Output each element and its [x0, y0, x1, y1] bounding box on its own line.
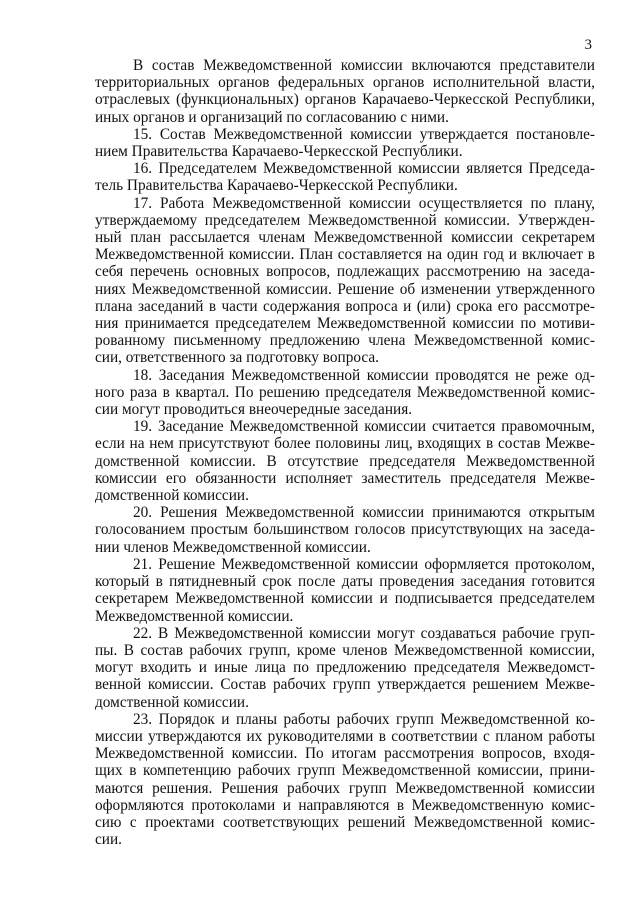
paragraph-p17 — [95, 195, 595, 367]
text-line: 18. Заседания Межведомственной комиссии проводятся не реже од- — [133, 366, 595, 384]
paragraph-p21 — [95, 556, 595, 625]
text-line: сию с проектами соответствующих решений Межведомственной комис- — [95, 813, 595, 831]
text-line: территориальных органов федеральных органов исполнительной власти, — [95, 74, 595, 92]
text-line: который в пятидневный срок после даты проведения заседания готовится — [95, 573, 595, 591]
text-line: миссии утверждаются их руководителями в соответствии с планом работы — [95, 727, 595, 745]
text-line: секретарем Межведомственной комиссии и подписывается председателем — [95, 590, 595, 608]
text-line: 17. Работа Межведомственной комиссии осуществляется по плану, — [133, 194, 595, 212]
text-line: голосованием простым большинством голосов присутствующих на заседа- — [95, 521, 595, 539]
text-line: 19. Заседание Межведомственной комиссии считается правомочным, — [133, 418, 595, 436]
text-line: домственной комиссии. — [95, 693, 249, 711]
paragraph-p18 — [95, 367, 595, 419]
text-line: 15. Состав Межведомственной комиссии утверждается постановле- — [133, 125, 595, 143]
text-line: сии могут проводиться внеочередные заседания. — [95, 401, 413, 419]
text-line: ный план рассылается членам Межведомственной комиссии секретарем — [95, 229, 595, 247]
paragraph-p22 — [95, 625, 595, 711]
text-line: отраслевых (функциональных) органов Карачаево-Черкесской Республики, — [95, 91, 595, 109]
text-line: ниях Межведомственной комиссии. Решение об изменении утвержденного — [95, 280, 595, 298]
text-line: 20. Решения Межведомственной комиссии принимаются открытым — [133, 504, 595, 522]
text-line: утверждаемому председателем Межведомственной комиссии. Утвержден- — [95, 211, 595, 229]
text-line: 21. Решение Межведомственной комиссии оформляется протоколом, — [133, 555, 595, 573]
text-line: сии. — [95, 831, 122, 849]
text-line: себя перечень основных вопросов, подлежащих рассмотрению на заседа- — [95, 263, 595, 281]
paragraph-p16 — [95, 160, 595, 194]
text-line: ного раза в квартал. По решению председателя Межведомственной комис- — [95, 383, 595, 401]
paragraph-p14 — [95, 57, 595, 126]
paragraph-p15 — [95, 126, 595, 160]
text-line: венной комиссии. Состав рабочих групп утверждается решением Межве- — [95, 676, 595, 694]
text-line: нии членов Межведомственной комиссии. — [95, 538, 371, 556]
text-line: нием Правительства Карачаево-Черкесской Республики. — [95, 143, 463, 161]
text-line: ния принимается председателем Межведомственной комиссии по мотиви- — [95, 315, 595, 333]
text-line: оформляются протоколами и направляются в Межведомственную комис- — [95, 796, 595, 814]
page-number: 3 — [584, 37, 592, 53]
text-line: Межведомственной комиссии. — [95, 607, 294, 625]
text-line: тель Правительства Карачаево-Черкесской Республики. — [95, 177, 458, 195]
paragraph-p23 — [95, 711, 595, 849]
text-line: маются решения. Решения рабочих групп Межведомственной комиссии — [95, 779, 595, 797]
text-line: если на нем присутствуют более половины лиц, входящих в состав Межве- — [95, 435, 595, 453]
text-line: В состав Межведомственной комиссии включаются представители — [133, 57, 595, 74]
text-line: рованному письменному предложению члена Межведомственной комис- — [95, 332, 595, 350]
text-line: щих в компетенцию рабочих групп Межведомственной комиссии, прини- — [95, 762, 595, 780]
text-line: 23. Порядок и планы работы рабочих групп Межведомственной ко- — [133, 710, 595, 728]
text-line: домственной комиссии. — [95, 487, 249, 505]
text-line: пы. В состав рабочих групп, кроме членов Межведомственной комиссии, — [95, 641, 595, 659]
text-line: комиссии его обязанности исполняет заместитель председателя Межве- — [95, 469, 595, 487]
text-line: домственной комиссии. В отсутствие председателя Межведомственной — [95, 452, 595, 470]
text-line: иных органов и организаций по согласованию с ними. — [95, 108, 449, 126]
text-line: Межведомственной комиссии. План составляется на один год и включает в — [95, 246, 595, 264]
text-line: могут входить и иные лица по предложению председателя Межведомст- — [95, 659, 595, 677]
paragraph-p19 — [95, 418, 595, 504]
text-line: сии, ответственного за подготовку вопроса. — [95, 349, 379, 367]
text-line: Межведомственной комиссии. По итогам рассмотрения вопросов, входя- — [95, 745, 595, 763]
text-line: 16. Председателем Межведомственной комиссии является Председа- — [133, 160, 595, 178]
document-body — [95, 57, 595, 848]
text-line: 22. В Межведомственной комиссии могут создаваться рабочие груп- — [133, 624, 595, 642]
paragraph-p20 — [95, 504, 595, 556]
text-line: плана заседаний в части содержания вопроса и (или) срока его рассмотре- — [95, 297, 595, 315]
